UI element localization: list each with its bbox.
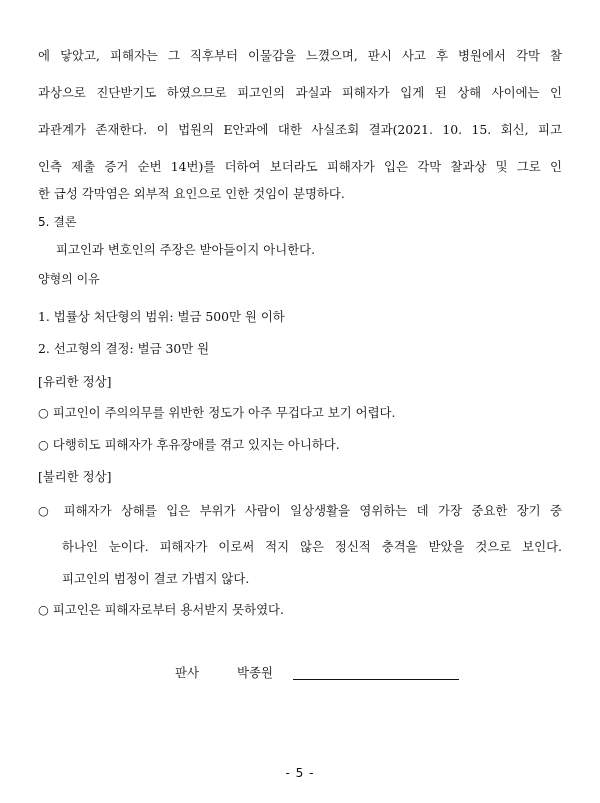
favorable-item-2: ○ 다행히도 피해자가 후유장애를 겪고 있지는 아니하다.: [38, 437, 340, 452]
body-line-4: 인측 제출 증거 순번 14번)를 더하여 보더라도 피해자가 입은 각막 찰과상 및 그로 인: [38, 159, 562, 174]
body-line-5: 한 급성 각막염은 외부적 요인으로 인한 것임이 분명하다.: [38, 186, 345, 201]
sentencing-item-1: 1. 법률상 처단형의 범위: 벌금 500만 원 이하: [38, 309, 285, 324]
body-line-2: 과상으로 진단받기도 하였으므로 피고인의 과실과 피해자가 입게 된 상해 사이에는 인: [38, 85, 562, 100]
favorable-item-1: ○ 피고인이 주의의무를 위반한 정도가 아주 무겁다고 보기 어렵다.: [38, 405, 396, 420]
body-line-3: 과관계가 존재한다. 이 법원의 E안과에 대한 사실조회 결과(2021. 10. 15. 회신, 피고: [38, 122, 562, 137]
unfavorable-item-2: ○ 피고인은 피해자로부터 용서받지 못하였다.: [38, 602, 284, 617]
judge-role: 판사: [175, 665, 199, 680]
sentencing-item-2: 2. 선고형의 결정: 벌금 30만 원: [38, 341, 210, 356]
conclusion-heading: 5. 결론: [38, 215, 77, 229]
page-number: - 5 -: [285, 766, 315, 780]
unfavorable-item-1-line-1: ○ 피해자가 상해를 입은 부위가 사람이 일상생활을 영위하는 데 가장 중요한 장기 중: [38, 503, 562, 518]
unfavorable-heading: [불리한 정상]: [38, 469, 112, 484]
judge-name: 박종원: [237, 665, 273, 680]
sentencing-heading: 양형의 이유: [38, 272, 100, 286]
body-line-1: 에 닿았고, 피해자는 그 직후부터 이물감을 느꼈으며, 판시 사고 후 병원에서 각막 찰: [38, 48, 562, 63]
conclusion-text: 피고인과 변호인의 주장은 받아들이지 아니한다.: [56, 242, 316, 257]
favorable-heading: [유리한 정상]: [38, 374, 112, 389]
unfavorable-item-1-line-3: 피고인의 범정이 결코 가볍지 않다.: [62, 571, 250, 586]
unfavorable-item-1-line-2: 하나인 눈이다. 피해자가 이로써 적지 않은 정신적 충격을 받았을 것으로 보인다.: [62, 539, 562, 554]
signature-line: [293, 679, 459, 680]
signature-block: [175, 664, 297, 682]
